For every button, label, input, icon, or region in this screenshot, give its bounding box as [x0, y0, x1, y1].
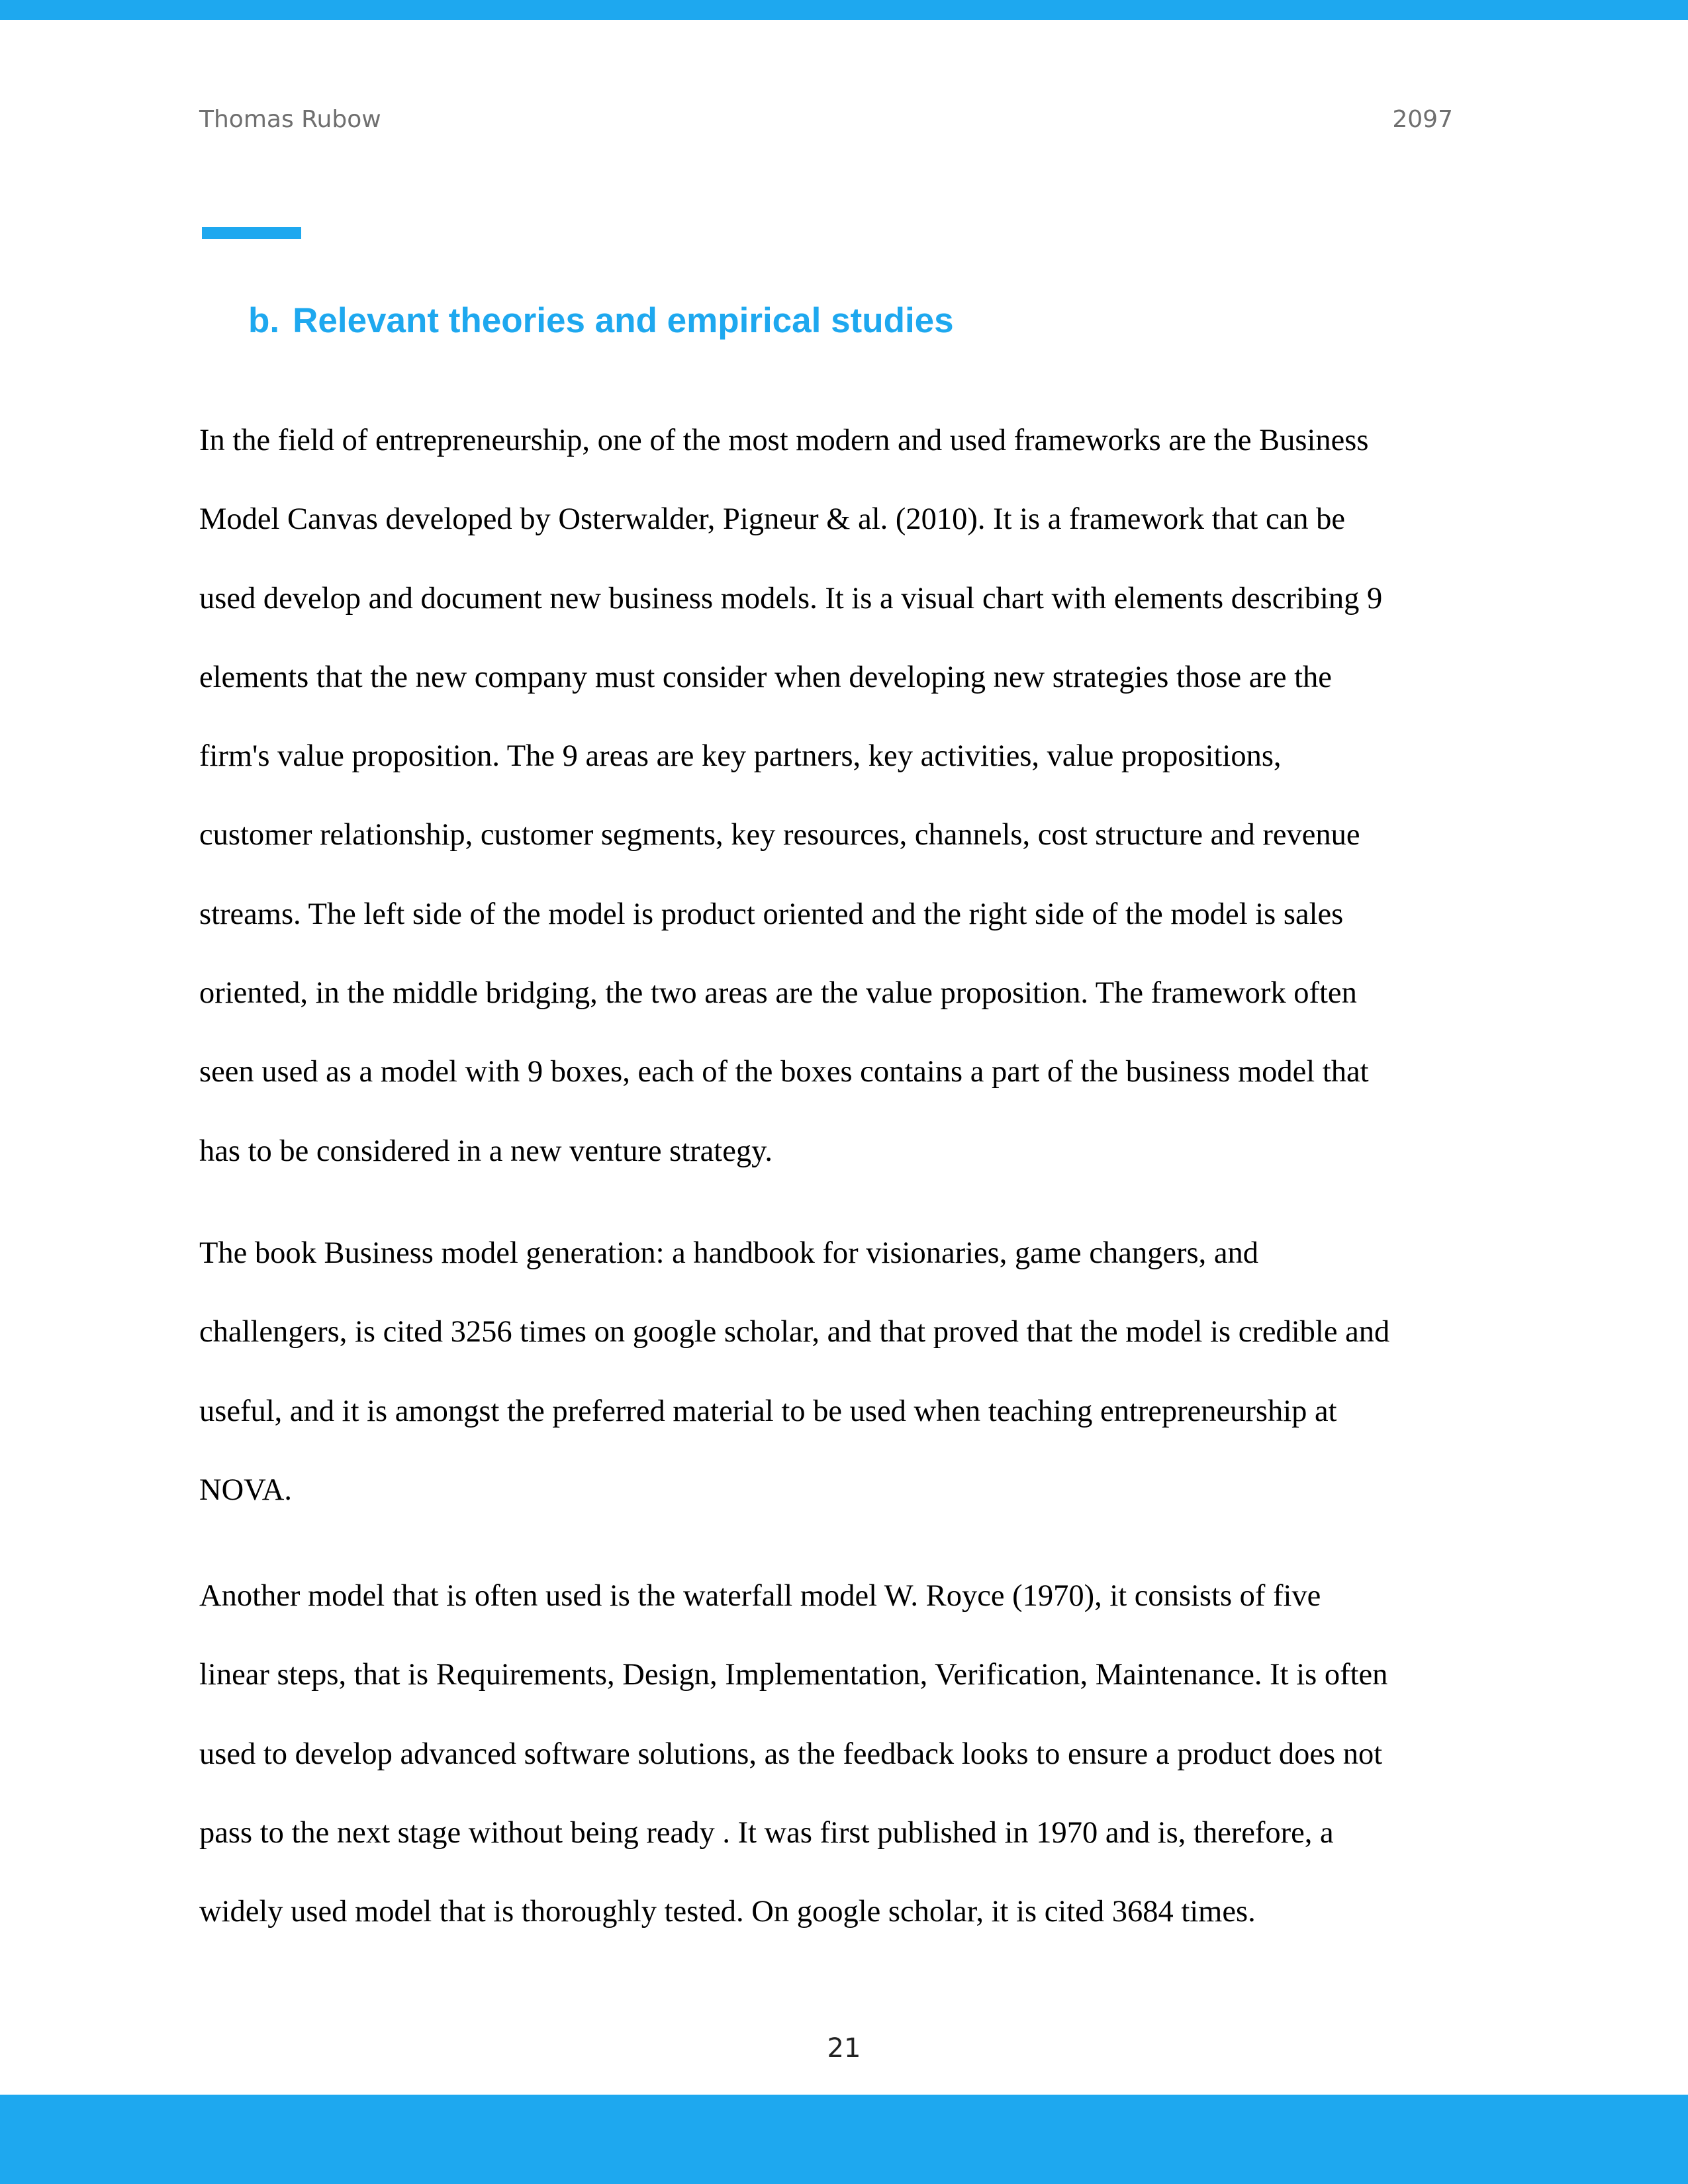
top-accent-bar — [0, 0, 1688, 20]
paragraph-waterfall-model — [199, 1557, 1490, 1951]
paragraph-book-citation — [199, 1214, 1490, 1529]
section-heading — [248, 299, 954, 343]
paragraph-line: used to develop advanced software solutions, as the feedback looks to ensure a product does not — [199, 1737, 1383, 1771]
section-marker: b. — [248, 301, 280, 340]
header-number: 2097 — [1392, 106, 1453, 133]
paragraph-business-model-canvas — [199, 401, 1490, 1191]
paragraph-line: linear steps, that is Requirements, Design, Implementation, Verification, Maintenance. It is often — [199, 1658, 1388, 1692]
paragraph-line: In the field of entrepreneurship, one of the most modern and used frameworks are the Business — [199, 424, 1369, 457]
paragraph-line: customer relationship, customer segments, key resources, channels, cost structure and revenue — [199, 818, 1360, 852]
paragraph-line: Model Canvas developed by Osterwalder, Pigneur & al. (2010). It is a framework that can be — [199, 502, 1346, 537]
paragraph-line: oriented, in the middle bridging, the two areas are the value proposition. The framework often — [199, 976, 1357, 1011]
page-number: 21 — [827, 2033, 861, 2064]
paragraph-line: elements that the new company must consider when developing new strategies those are the — [199, 660, 1332, 694]
section-title: Relevant theories and empirical studies — [293, 301, 954, 340]
section-accent-line — [202, 227, 301, 239]
paragraph-line: widely used model that is thoroughly tested. On google scholar, it is cited 3684 times. — [199, 1895, 1256, 1929]
paragraph-line: streams. The left side of the model is product oriented and the right side of the model is sales — [199, 897, 1344, 931]
paragraph-line: firm's value proposition. The 9 areas are key partners, key activities, value propositions, — [199, 739, 1282, 774]
paragraph-line: seen used as a model with 9 boxes, each of the boxes contains a part of the business model that — [199, 1055, 1369, 1089]
paragraph-line: Another model that is often used is the waterfall model W. Royce (1970), it consists of five — [199, 1579, 1321, 1613]
paragraph-line: has to be considered in a new venture strategy. — [199, 1134, 773, 1168]
paragraph-line: pass to the next stage without being ready . It was first published in 1970 and is, therefore, a — [199, 1815, 1334, 1850]
paragraph-line: useful, and it is amongst the preferred material to be used when teaching entrepreneurship at — [199, 1394, 1337, 1428]
paragraph-line: challengers, is cited 3256 times on google scholar, and that proved that the model is credible and — [199, 1315, 1390, 1349]
paragraph-line: used develop and document new business models. It is a visual chart with elements describing 9 — [199, 581, 1383, 615]
header-author: Thomas Rubow — [199, 106, 381, 133]
paragraph-line: NOVA. — [199, 1473, 292, 1507]
bottom-accent-bar — [0, 2095, 1688, 2184]
paragraph-line: The book Business model generation: a handbook for visionaries, game changers, and — [199, 1236, 1258, 1270]
